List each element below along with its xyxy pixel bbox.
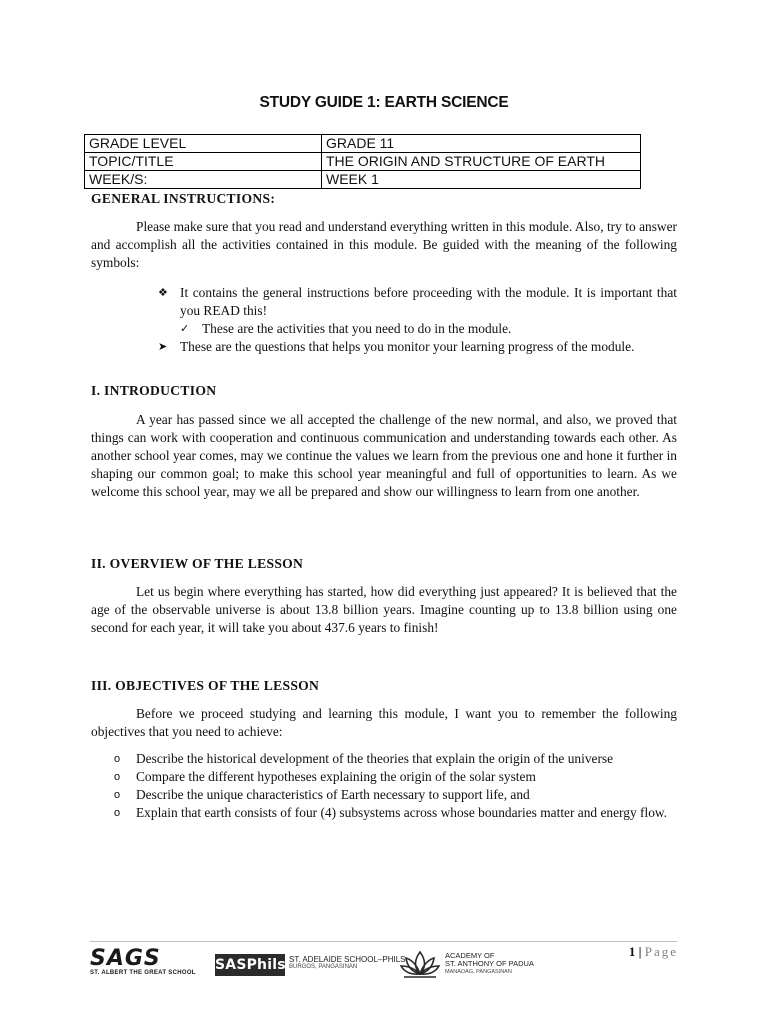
school-name-line1: ACADEMY OF: [445, 951, 495, 960]
circle-bullet-icon: o: [114, 771, 121, 783]
table-cell-label: WEEK/S:: [85, 171, 322, 189]
objective-text: Describe the historical development of the theories that explain the origin of the universe: [136, 751, 614, 766]
objectives-list: [114, 750, 677, 822]
list-item: [114, 768, 677, 786]
objective-text: Explain that earth consists of four (4) subsystems across whose boundaries matter and energy flow.: [136, 805, 668, 820]
info-table: [84, 134, 641, 189]
table-cell-value: GRADE 11: [322, 135, 641, 153]
table-row: [85, 153, 641, 171]
paragraph-text: Before we proceed studying and learning this module, I want you to remember the following objectives that you need to achieve:: [91, 706, 677, 739]
symbol-legend: [158, 284, 677, 356]
symbol-description: These are the questions that helps you monitor your learning progress of the module.: [180, 339, 635, 354]
school-location: MANAOAG, PANGASINAN: [445, 969, 512, 975]
circle-bullet-icon: o: [114, 753, 121, 765]
overview-paragraph: [91, 583, 677, 637]
symbol-item: [158, 320, 677, 338]
section-heading-overview: II. OVERVIEW OF THE LESSON: [91, 556, 304, 571]
sags-logo-subtext: ST. ALBERT THE GREAT SCHOOL: [90, 970, 196, 976]
page-word: Page: [644, 944, 678, 959]
section-heading-introduction: I. INTRODUCTION: [91, 383, 217, 398]
school-name: ST. ADELAIDE SCHOOL–PHILS: [289, 955, 406, 964]
paragraph-text: Please make sure that you read and understand everything written in this module. Also, try to answer and accomplish all the activities contained in this module. Be guided with the meaning of the following symbols:: [91, 219, 677, 270]
symbol-item: [158, 284, 677, 320]
paragraph-text: A year has passed since we all accepted the challenge of the new normal, and also, we proved that things can work with cooperation and continuous communication and understanding towards each other. As another school year comes, may we continue the values we learn from the previous one and hone it further in shaping our common goal; to make this school year meaningful and full of opportunities to learn. As we welcome this school year, may we all be prepared and show our willingness to learn from one another.: [91, 412, 677, 499]
section-heading-general-instructions: GENERAL INSTRUCTIONS:: [91, 191, 276, 206]
school-location: BURGOS, PANGASINAN: [289, 964, 358, 970]
checkmark-icon: ✓: [180, 322, 190, 335]
table-row: [85, 171, 641, 189]
paragraph-text: Let us begin where everything has started, how did everything just appeared? It is believed that the age of the observable universe is about 13.8 billion years. Imagine counting up to 13.8 billion using one second for each year, it will take you about 437.6 years to finish!: [91, 584, 677, 635]
objective-text: Describe the unique characteristics of Earth necessary to support life, and: [136, 787, 530, 802]
table-cell-value: WEEK 1: [322, 171, 641, 189]
section-heading-objectives: III. OBJECTIVES OF THE LESSON: [91, 678, 320, 693]
page-separator: |: [638, 944, 642, 959]
footer-divider: [90, 941, 677, 942]
general-instructions-paragraph: [91, 218, 677, 272]
symbol-description: These are the activities that you need to do in the module.: [202, 321, 512, 336]
page-number: [629, 944, 678, 960]
table-cell-label: GRADE LEVEL: [85, 135, 322, 153]
st-adelaide-school-name: [289, 955, 406, 970]
sasphils-logo: SASPhils.: [215, 954, 285, 976]
objective-text: Compare the different hypotheses explaining the origin of the solar system: [136, 769, 536, 784]
table-row: [85, 135, 641, 153]
arrowhead-icon: ➤: [158, 340, 168, 353]
page-title: STUDY GUIDE 1: EARTH SCIENCE: [259, 94, 509, 111]
list-item: [114, 786, 677, 804]
page-number-value: 1: [628, 944, 636, 959]
table-cell-value: THE ORIGIN AND STRUCTURE OF EARTH: [322, 153, 641, 171]
school-name-line2: ST. ANTHONY OF PADUA: [445, 959, 534, 968]
symbol-item: [158, 338, 677, 356]
objectives-paragraph: [91, 705, 677, 741]
list-item: [114, 750, 677, 768]
circle-bullet-icon: o: [114, 807, 121, 819]
table-cell-label: TOPIC/TITLE: [85, 153, 322, 171]
sags-logo-text: SAGS: [90, 946, 161, 971]
list-item: [114, 804, 677, 822]
symbol-description: It contains the general instructions before proceeding with the module. It is important that you READ this!: [180, 285, 677, 318]
diamond-bullet-icon: ❖: [158, 286, 168, 299]
academy-st-anthony-name: [445, 952, 534, 976]
introduction-paragraph: [91, 411, 677, 501]
circle-bullet-icon: o: [114, 789, 121, 801]
lotus-logo-icon: [400, 948, 440, 980]
sags-logo: [90, 948, 200, 980]
